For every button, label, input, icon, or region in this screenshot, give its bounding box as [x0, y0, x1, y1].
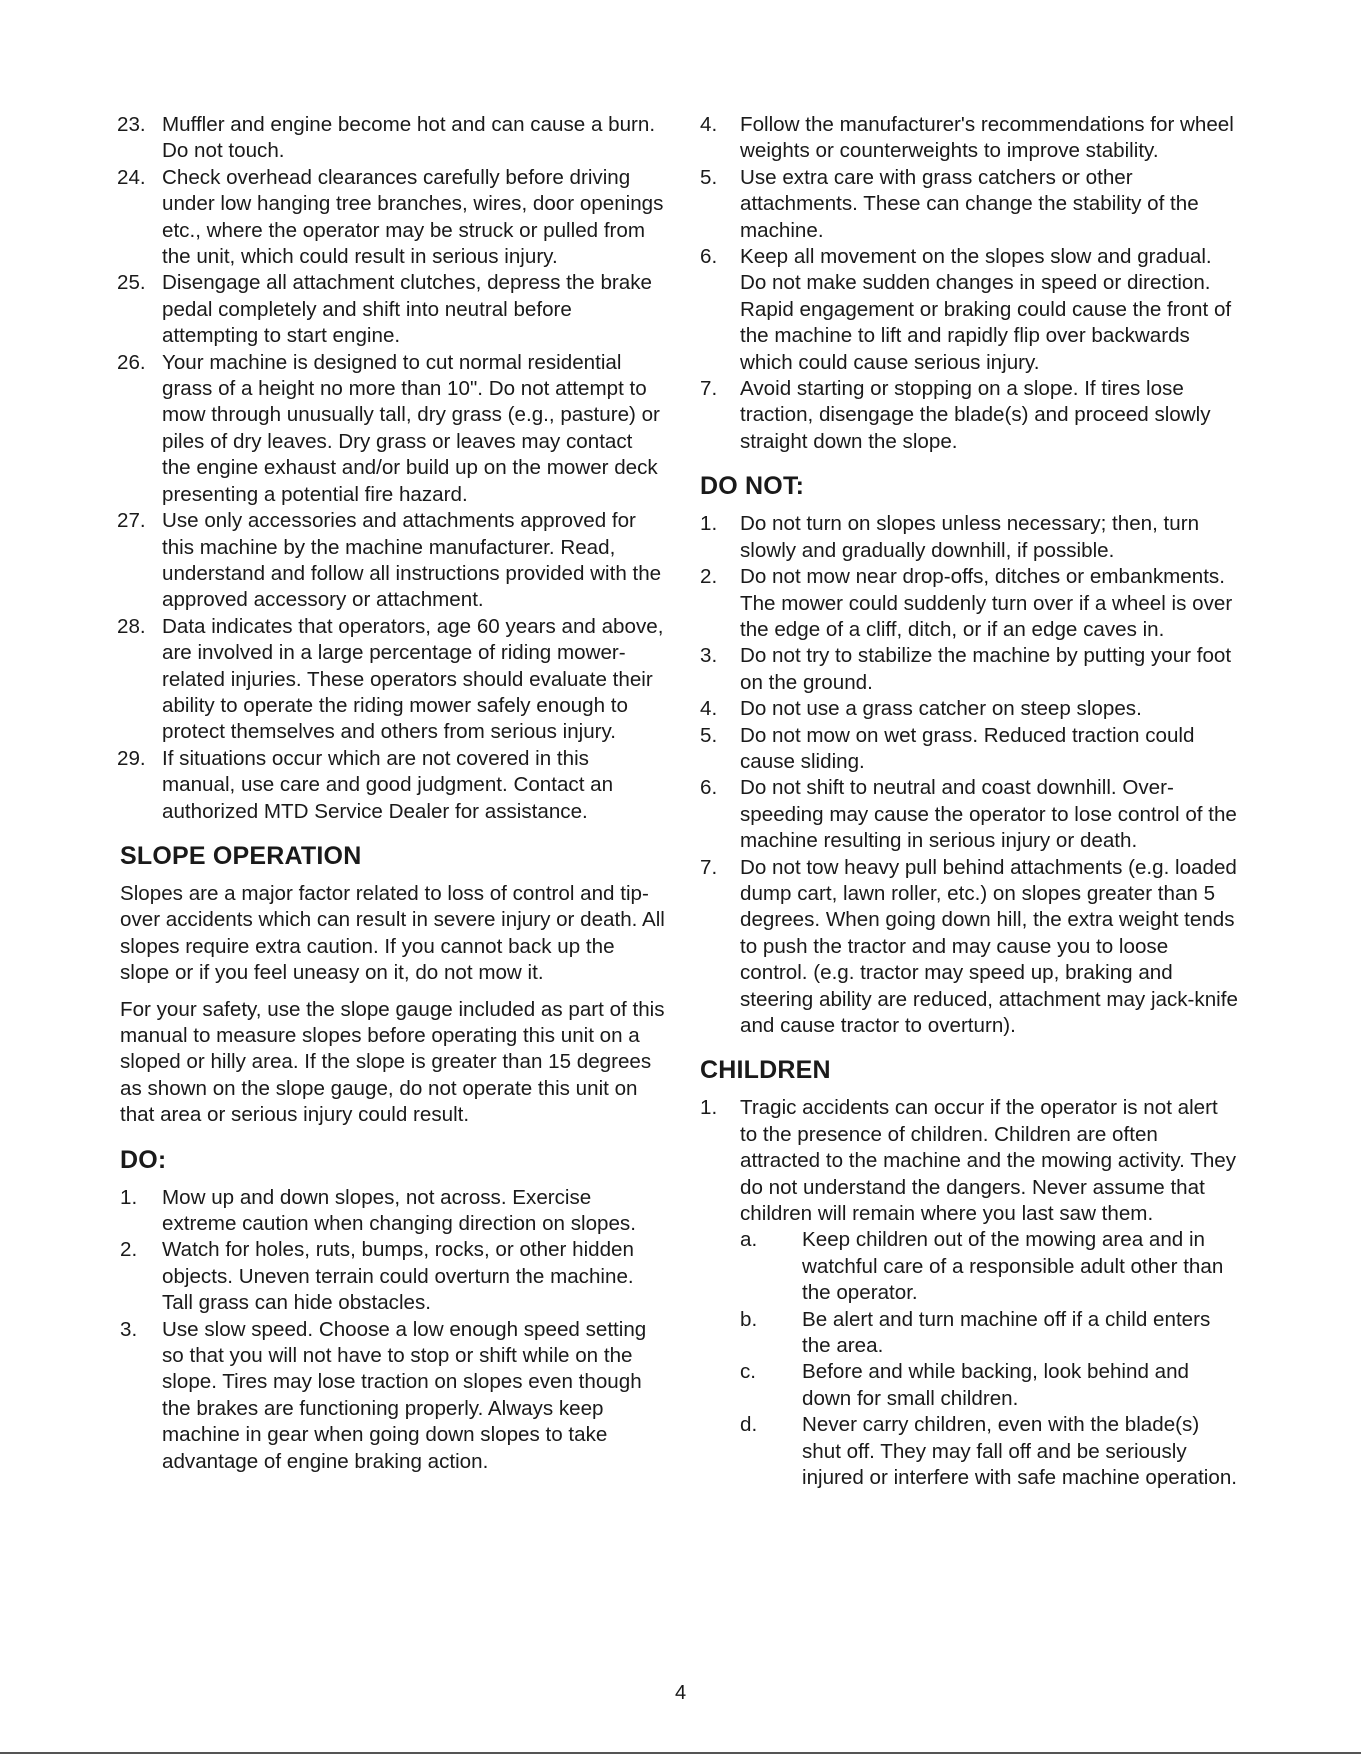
- right-column: [700, 112, 1240, 1492]
- children-sub-list: [740, 1227, 1240, 1491]
- slope-paragraph-2: For your safety, use the slope gauge included as part of this manual to measure slopes before operating this unit on a sloped or hilly area. If the slope is greater than 15 degrees as shown on the slope gauge, do not operate this unit on that area or serious injury could result.: [120, 997, 665, 1127]
- do-not-heading: DO NOT:: [700, 472, 805, 501]
- page-number: 4: [674, 1682, 687, 1704]
- list-item: 1. Tragic accidents can occur if the operator is not alert to the presence of children. Children are often attracted to the machine and the mowing activity. They do not understand the dangers. Never assume that children will remain where you last saw them. a. Keep children out of the mowing area and in watchful care of a responsible adult other than the operator. b. Be alert and turn machine off if a child enters the area. c. Before and while backing, look behind and down for small children. d. Never carry children, even with the blade(s) shut off. They may fall off and be seriously injured or interfere with safe machine operation.: [700, 1095, 1240, 1491]
- list-item: 26. Your machine is designed to cut normal residential grass of a height no more than 10". Do not attempt to mow through unusually tall, dry grass (e.g., pasture) or piles of dry leaves. Dry grass or leaves may contact the engine exhaust and/or build up on the mower deck presenting a potential fire hazard.: [117, 350, 660, 506]
- slope-paragraph-1: Slopes are a major factor related to loss of control and tip-over accidents which can result in severe injury or death. All slopes require extra caution. If you cannot back up the slope or if you feel uneasy on it, do not mow it.: [120, 881, 665, 985]
- safety-rules-list: [117, 112, 665, 825]
- do-heading: DO:: [120, 1145, 167, 1174]
- do-not-list: [700, 511, 1240, 1039]
- children-list: [700, 1095, 1240, 1491]
- list-item: 28. Data indicates that operators, age 60 years and above, are involved in a large percentage of riding mower-related injuries. These operators should evaluate their ability to operate the riding mower safely enough to protect themselves and others from serious injury.: [117, 614, 664, 744]
- sub-list-item: d. Never carry children, even with the blade(s) shut off. They may fall off and be seriously injured or interfere with safe machine operation.: [740, 1413, 1237, 1490]
- slope-operation-heading: SLOPE OPERATION: [120, 841, 362, 870]
- list-item: 4. Do not use a grass catcher on steep slopes.: [700, 697, 1142, 721]
- sub-list-item: b. Be alert and turn machine off if a child enters the area.: [740, 1307, 1211, 1358]
- list-item: 2. Watch for holes, ruts, bumps, rocks, or other hidden objects. Uneven terrain could overturn the machine. Tall grass can hide obstacles.: [120, 1238, 634, 1315]
- left-column: [117, 112, 665, 1475]
- list-item: 23. Muffler and engine become hot and can cause a burn. Do not touch.: [117, 113, 656, 163]
- list-item: 25. Disengage all attachment clutches, depress the brake pedal completely and shift into neutral before attempting to start engine.: [117, 271, 652, 348]
- list-item: 7. Do not tow heavy pull behind attachments (e.g. loaded dump cart, lawn roller, etc.) on slopes greater than 5 degrees. When going down hill, the extra weight tends to push the tractor and may cause you to loose control. (e.g. tractor may speed up, braking and steering ability are reduced, attachment may jack-knife and cause tractor to overturn).: [700, 855, 1238, 1037]
- list-item: 6. Do not shift to neutral and coast downhill. Over-speeding may cause the operator to lose control of the machine resulting in serious injury or death.: [700, 776, 1237, 853]
- bottom-rule: [0, 1752, 1361, 1754]
- list-item: 27. Use only accessories and attachments approved for this machine by the machine manufacturer. Read, understand and follow all instructions provided with the approved accessory or attachment.: [117, 509, 662, 612]
- children-heading: CHILDREN: [700, 1056, 831, 1085]
- sub-list-item: c. Before and while backing, look behind and down for small children.: [740, 1360, 1189, 1410]
- list-item: 1. Mow up and down slopes, not across. Exercise extreme caution when changing direction on slopes.: [120, 1185, 636, 1236]
- list-item: 5. Use extra care with grass catchers or other attachments. These can change the stability of the machine.: [700, 165, 1199, 242]
- list-item: 5. Do not mow on wet grass. Reduced traction could cause sliding.: [700, 723, 1195, 773]
- do-list: [120, 1185, 665, 1475]
- list-item: 3. Use slow speed. Choose a low enough speed setting so that you will not have to stop or shift while on the slope. Tires may lose traction on slopes even though the brakes are functioning properly. Always keep machine in gear when going down slopes to take advantage of engine braking action.: [120, 1317, 647, 1473]
- list-item: 7. Avoid starting or stopping on a slope. If tires lose traction, disengage the blade(s) and proceed slowly straight down the slope.: [700, 377, 1211, 453]
- list-item: 2. Do not mow near drop-offs, ditches or embankments. The mower could suddenly turn over if a wheel is over the edge of a cliff, ditch, or if an edge caves in.: [700, 565, 1233, 641]
- do-list-continued: [700, 112, 1240, 455]
- list-item: 24. Check overhead clearances carefully before driving under low hanging tree branches, wires, door openings etc., where the operator may be struck or pulled from the unit, which could result in serious injury.: [117, 165, 664, 269]
- list-item: 6. Keep all movement on the slopes slow and gradual. Do not make sudden changes in speed or direction. Rapid engagement or braking could cause the front of the machine to lift and rapidly flip over backwards which could cause serious injury.: [700, 245, 1232, 374]
- sub-list-item: a. Keep children out of the mowing area and in watchful care of a responsible adult other than the operator.: [740, 1228, 1224, 1305]
- list-item: 1. Do not turn on slopes unless necessary; then, turn slowly and gradually downhill, if possible.: [700, 512, 1200, 562]
- list-item: 4. Follow the manufacturer's recommendations for wheel weights or counterweights to improve stability.: [700, 113, 1234, 163]
- list-item: 29. If situations occur which are not covered in this manual, use care and good judgment. Contact an authorized MTD Service Dealer for assistance.: [117, 746, 614, 823]
- list-item: 3. Do not try to stabilize the machine by putting your foot on the ground.: [700, 644, 1232, 694]
